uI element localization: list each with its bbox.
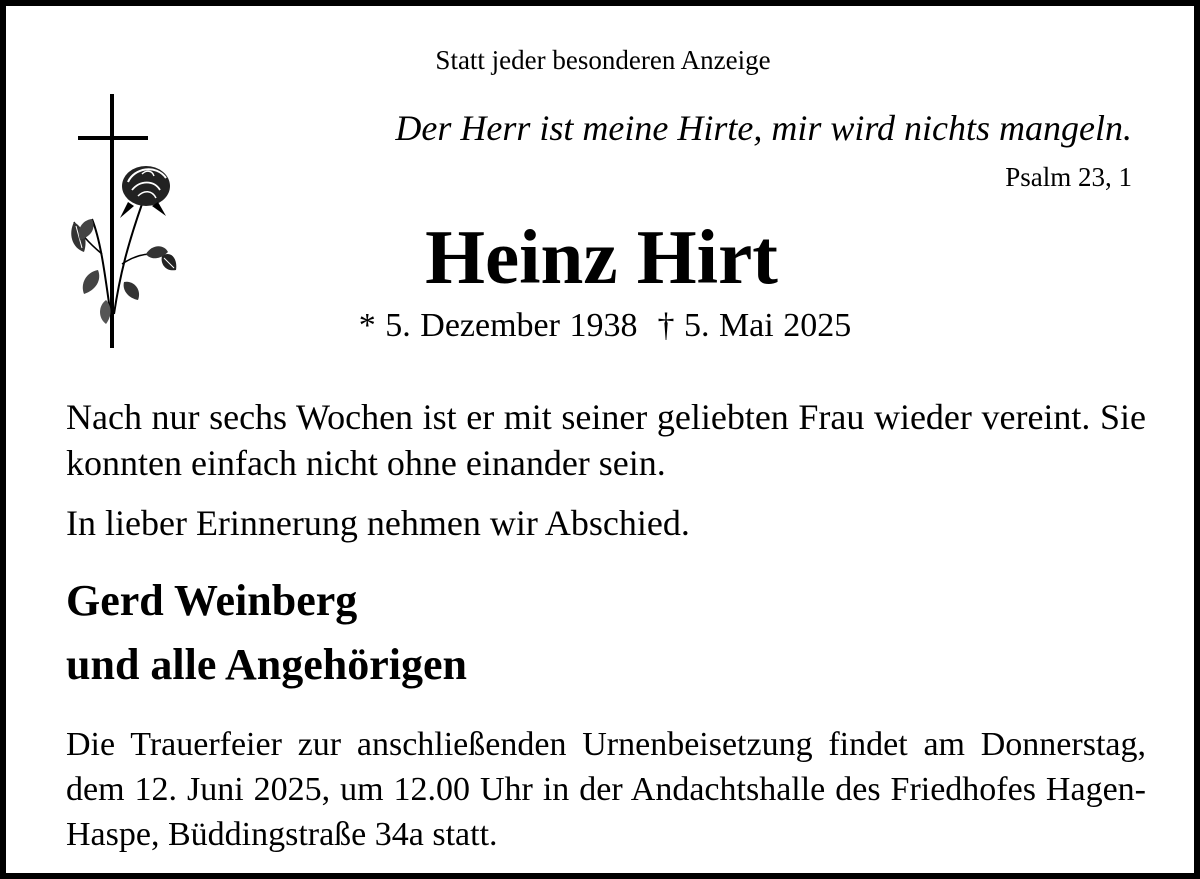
verse-reference: Psalm 23, 1: [1005, 162, 1132, 192]
signer-relatives: und alle Angehörigen: [66, 640, 467, 689]
life-dates: [6, 304, 1194, 348]
deceased-name: Heinz Hirt: [425, 214, 778, 300]
memorial-text: Nach nur sechs Wochen ist er mit seiner geliebten Frau wieder vereint. Sie konnten einfach nicht ohne einander sein.: [66, 397, 1146, 483]
signer-name: Gerd Weinberg: [66, 576, 358, 625]
bible-verse: Der Herr ist meine Hirte, mir wird nichts mangeln.: [395, 108, 1132, 148]
farewell-line: In lieber Erinnerung nehmen wir Abschied.: [66, 503, 690, 543]
header-note: Statt jeder besonderen Anzeige: [435, 45, 771, 75]
death-date: † 5. Mai 2025: [657, 307, 852, 344]
funeral-details: Die Trauerfeier zur anschließenden Urnenbeisetzung findet am Donnerstag, dem 12. Juni 2025, um 12.00 Uhr in der Andachtshalle des Friedhofes Hagen-Haspe, Büddingstraße 34a statt.: [66, 726, 1146, 853]
birth-date: * 5. Dezember 1938: [358, 307, 638, 344]
